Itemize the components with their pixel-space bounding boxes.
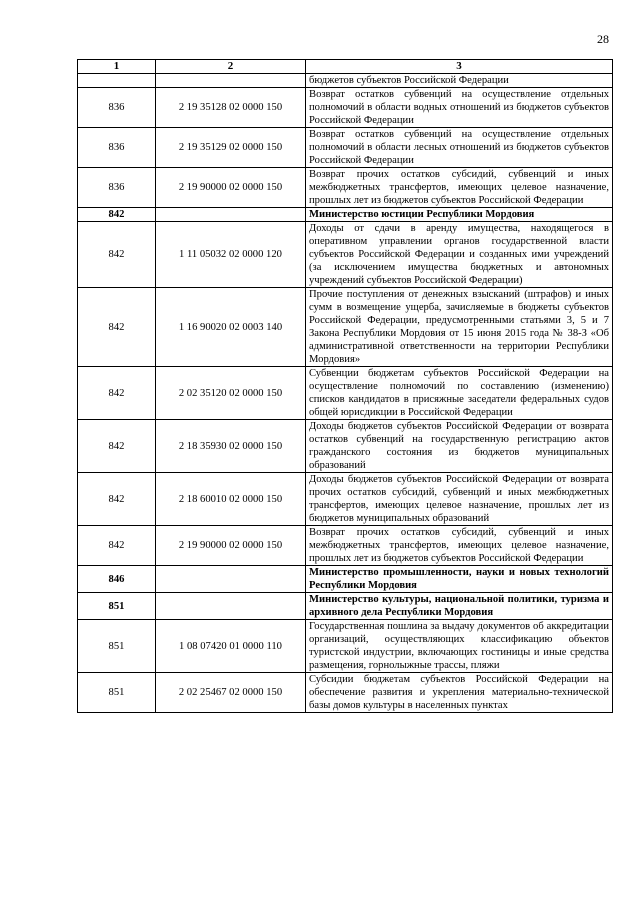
table-row xyxy=(78,420,613,473)
ministry-row xyxy=(78,593,613,620)
admin-code-cell: 851 xyxy=(78,620,156,673)
table-row xyxy=(78,128,613,168)
budget-codes-table xyxy=(77,59,613,713)
description-cell: Возврат прочих остатков субсидий, субвенций и иных межбюджетных трансфертов, имеющих целевое назначение, прошлых лет из бюджетов субъектов Российской Федерации xyxy=(306,526,613,566)
description-cell: Возврат остатков субвенций на осуществление отдельных полномочий в области водных отношений из бюджетов субъектов Российской Федерации xyxy=(306,88,613,128)
table-row xyxy=(78,473,613,526)
table-header-row xyxy=(78,60,613,74)
admin-code-cell: 842 xyxy=(78,367,156,420)
admin-code-cell: 842 xyxy=(78,526,156,566)
admin-code-cell: 851 xyxy=(78,673,156,713)
table-row xyxy=(78,88,613,128)
description-cell: Доходы от сдачи в аренду имущества, находящегося в оперативном управлении органов государственной власти субъектов Российской Федерации и созданных ими учреждений (за исключением имущества бюджетных и автономных учреждений субъектов Российской Федерации) xyxy=(306,222,613,288)
table-row xyxy=(78,673,613,713)
revenue-code-cell: 2 19 90000 02 0000 150 xyxy=(156,526,306,566)
description-cell: Прочие поступления от денежных взысканий (штрафов) и иных сумм в возмещение ущерба, зачисляемые в бюджеты субъектов Российской Федерации, предусмотренными статьями 3, 5 и 7 Закона Республики Мордовия от 15 июня 2015 года № 38-З «Об административной ответственности на территории Республики Мордовия» xyxy=(306,288,613,367)
description-cell: Доходы бюджетов субъектов Российской Федерации от возврата прочих остатков субсидий, субвенций и иных межбюджетных трансфертов, имеющих целевое назначение, прошлых лет из бюджетов муниципальных образований xyxy=(306,473,613,526)
admin-code-cell: 842 xyxy=(78,208,156,222)
table-row xyxy=(78,222,613,288)
header-col-3: 3 xyxy=(306,60,613,74)
description-cell: Возврат прочих остатков субсидий, субвенций и иных межбюджетных трансфертов, имеющих целевое назначение, прошлых лет из бюджетов субъектов Российской Федерации xyxy=(306,168,613,208)
revenue-code-cell xyxy=(156,566,306,593)
revenue-code-cell xyxy=(156,74,306,88)
description-cell: Субсидии бюджетам субъектов Российской Федерации на обеспечение развития и укрепления материально-технической базы домов культуры в населенных пунктах xyxy=(306,673,613,713)
revenue-code-cell: 1 11 05032 02 0000 120 xyxy=(156,222,306,288)
description-cell: Министерство промышленности, науки и новых технологий Республики Мордовия xyxy=(306,566,613,593)
admin-code-cell: 842 xyxy=(78,473,156,526)
description-cell: Доходы бюджетов субъектов Российской Федерации от возврата остатков субвенций на государственную регистрацию актов гражданского состояния из бюджетов муниципальных образований xyxy=(306,420,613,473)
revenue-code-cell: 2 19 35129 02 0000 150 xyxy=(156,128,306,168)
description-cell: Министерство юстиции Республики Мордовия xyxy=(306,208,613,222)
admin-code-cell: 851 xyxy=(78,593,156,620)
admin-code-cell xyxy=(78,74,156,88)
header-col-1: 1 xyxy=(78,60,156,74)
revenue-code-cell: 2 19 90000 02 0000 150 xyxy=(156,168,306,208)
table-row xyxy=(78,526,613,566)
revenue-code-cell: 2 19 35128 02 0000 150 xyxy=(156,88,306,128)
description-cell: Государственная пошлина за выдачу документов об аккредитации организаций, осуществляющих классификацию объектов туристской индустрии, включающих гостиницы и иные средства размещения, горнолыжные трассы, пляжи xyxy=(306,620,613,673)
table-row xyxy=(78,288,613,367)
ministry-row xyxy=(78,566,613,593)
revenue-code-cell: 2 18 35930 02 0000 150 xyxy=(156,420,306,473)
description-cell: Субвенции бюджетам субъектов Российской Федерации на осуществление полномочий по составлению (изменению) списков кандидатов в присяжные заседатели федеральных судов общей юрисдикции в Российской Федерации xyxy=(306,367,613,420)
page-number: 28 xyxy=(597,32,609,46)
revenue-code-cell xyxy=(156,208,306,222)
admin-code-cell: 842 xyxy=(78,288,156,367)
admin-code-cell: 846 xyxy=(78,566,156,593)
admin-code-cell: 836 xyxy=(78,88,156,128)
revenue-code-cell xyxy=(156,593,306,620)
table-row xyxy=(78,620,613,673)
revenue-code-cell: 2 02 35120 02 0000 150 xyxy=(156,367,306,420)
table-row xyxy=(78,367,613,420)
admin-code-cell: 836 xyxy=(78,128,156,168)
table-row xyxy=(78,168,613,208)
revenue-code-cell: 2 02 25467 02 0000 150 xyxy=(156,673,306,713)
description-cell: бюджетов субъектов Российской Федерации xyxy=(306,74,613,88)
revenue-code-cell: 1 08 07420 01 0000 110 xyxy=(156,620,306,673)
revenue-code-cell: 1 16 90020 02 0003 140 xyxy=(156,288,306,367)
revenue-code-cell: 2 18 60010 02 0000 150 xyxy=(156,473,306,526)
description-cell: Возврат остатков субвенций на осуществление отдельных полномочий в области лесных отношений из бюджетов субъектов Российской Федерации xyxy=(306,128,613,168)
admin-code-cell: 836 xyxy=(78,168,156,208)
ministry-row xyxy=(78,208,613,222)
description-cell: Министерство культуры, национальной политики, туризма и архивного дела Республики Мордовия xyxy=(306,593,613,620)
admin-code-cell: 842 xyxy=(78,420,156,473)
header-col-2: 2 xyxy=(156,60,306,74)
admin-code-cell: 842 xyxy=(78,222,156,288)
table-row xyxy=(78,74,613,88)
